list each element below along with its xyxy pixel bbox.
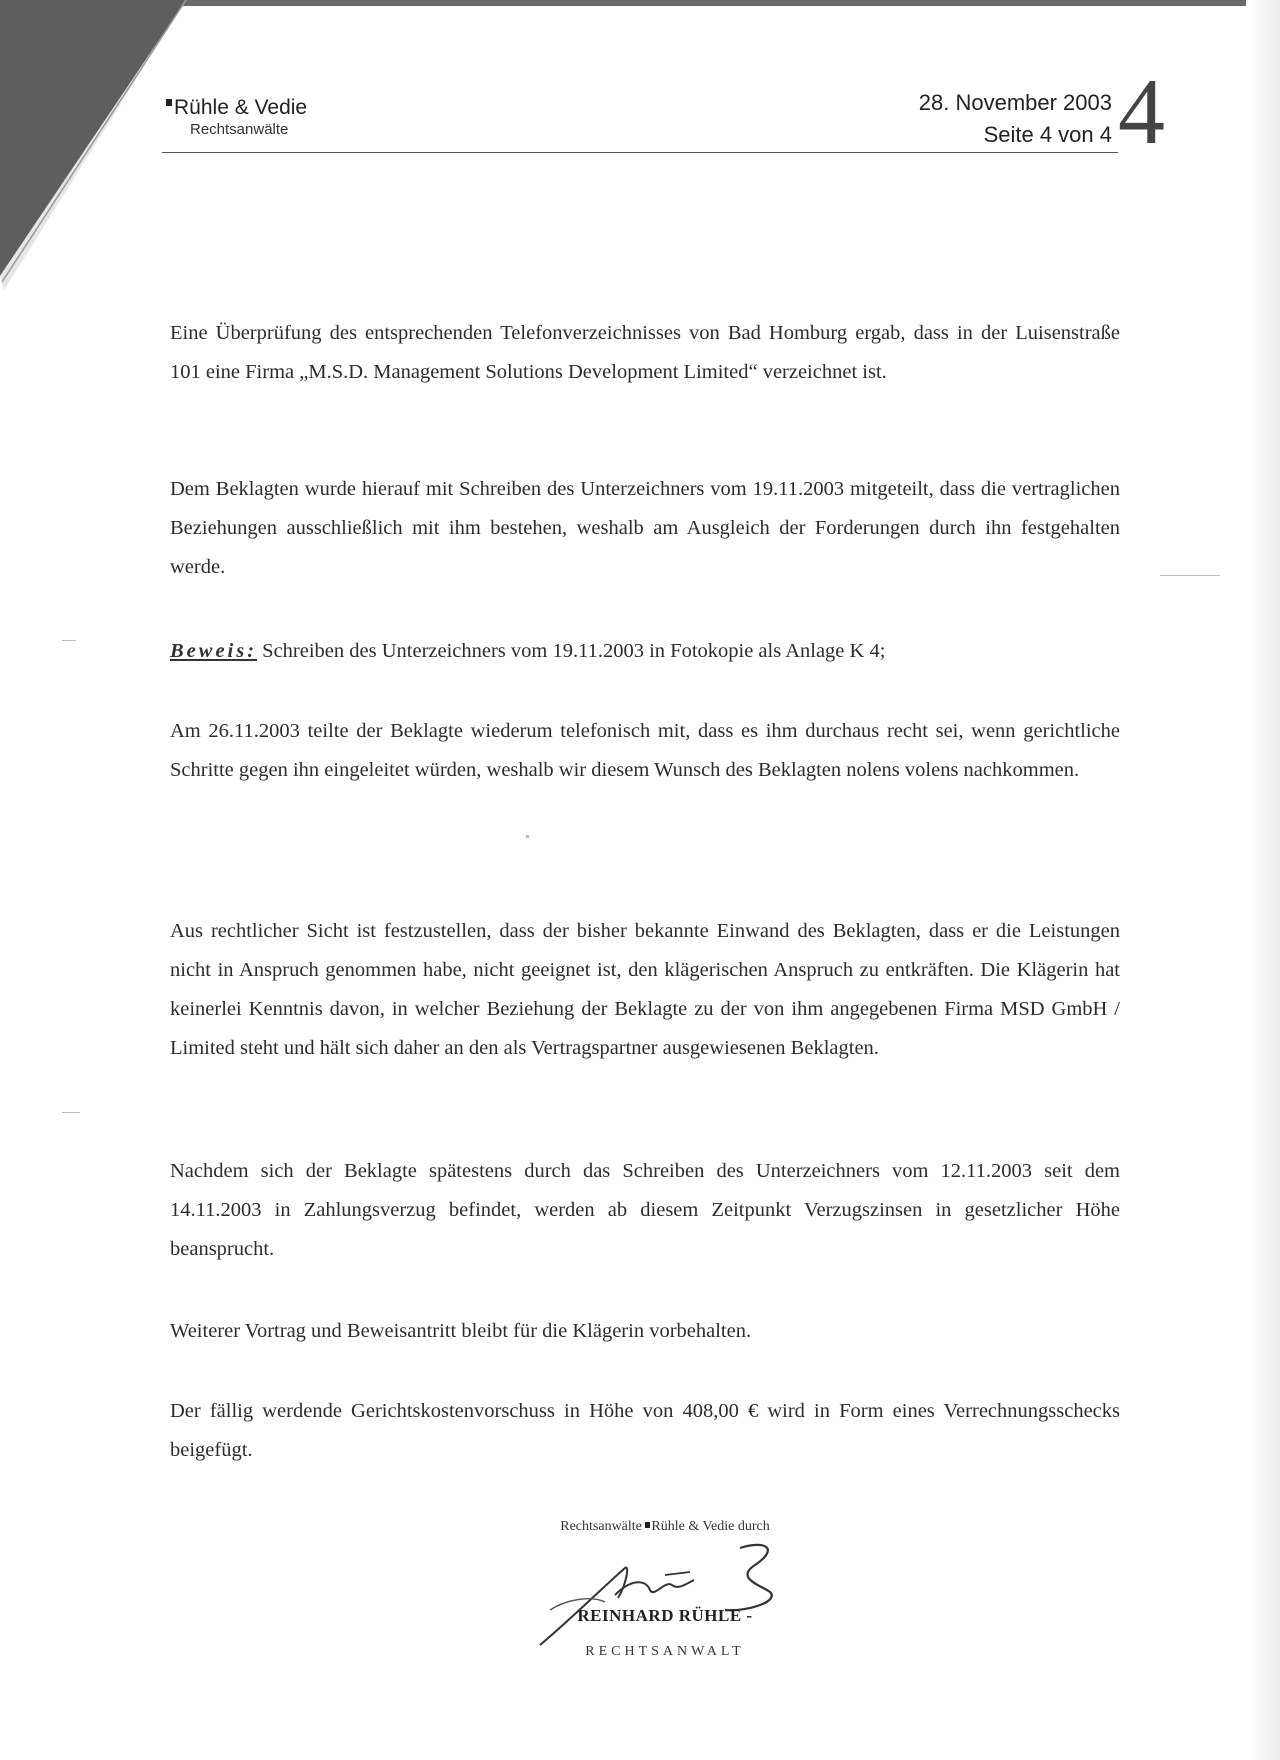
signature-caption [500, 1519, 830, 1535]
scan-top-edge [0, 0, 1280, 6]
letter-date: 28. November 2003 [918, 90, 1112, 115]
page-indicator: Seite 4 von 4 [983, 122, 1112, 147]
signature-caption-firm: Rühle & Vedie durch [651, 1519, 770, 1534]
signature-bullet-icon [645, 1522, 650, 1528]
paragraph-1-text: Eine Überprüfung des entsprechenden Telefonverzeichnisses von Bad Homburg ergab, dass in der Luisenstraße 101 eine Firma „M.S.D. Management Solutions Development Limited“ verzeichnet ist. [170, 322, 1120, 383]
scan-speck [62, 640, 76, 641]
handwritten-page-number-text: 4 [1118, 60, 1165, 164]
firm-name [166, 96, 307, 120]
paragraph-2-text: Dem Beklagten wurde hierauf mit Schreiben des Unterzeichners vom 19.11.2003 mitgeteilt, dass die vertraglichen Beziehungen ausschließlich mit ihm bestehen, weshalb am Ausgleich der Forderungen durch ihn festgehalten werde. [170, 478, 1120, 578]
paragraph-4-text: Aus rechtlicher Sicht ist festzustellen, dass der bisher bekannte Einwand des Beklagten, dass er die Leistungen nicht in Anspruch genommen habe, nicht geeignet ist, den klägerischen Anspruch zu entkräften. Die Klägerin hat keinerlei Kenntnis davon, in welcher Beziehung der Beklagte zu der von ihm angegebenen Firma MSD GmbH / Limited steht und hält sich daher an den als Vertragspartner ausgewiesenen Beklagten. [170, 920, 1120, 1059]
evidence-text: Schreiben des Unterzeichners vom 19.11.2003 in Fotokopie als Anlage K 4; [262, 640, 886, 662]
paragraph-7-text: Der fällig werdende Gerichtskostenvorschuss in Höhe von 408,00 € wird in Form eines Verrechnungsschecks beigefügt. [170, 1400, 1120, 1461]
paragraph-5-text: Nachdem sich der Beklagte spätestens durch das Schreiben des Unterzeichners vom 12.11.2003 seit dem 14.11.2003 in Zahlungsverzug befindet, werden ab diesem Zeitpunkt Verzugszinsen in gesetzlicher Höhe beansprucht. [170, 1160, 1120, 1260]
evidence-label: Beweis: [170, 640, 258, 662]
paragraph-2 [170, 470, 1120, 587]
paragraph-4 [170, 912, 1120, 1068]
firm-subtitle: Rechtsanwälte [190, 121, 289, 138]
signatory-name: REINHARD RÜHLE - [577, 1606, 753, 1625]
signatory-title: RECHTSANWALT [585, 1644, 745, 1659]
folded-corner [0, 0, 190, 290]
scan-speck [62, 1112, 80, 1113]
paragraph-1 [170, 314, 1120, 392]
paragraph-3 [170, 712, 1120, 790]
scan-speck [526, 835, 529, 838]
scan-right-edge [1246, 0, 1280, 1760]
evidence-line [170, 632, 1120, 671]
firm-name-text: Rühle & Vedie [174, 96, 308, 119]
handwritten-signature-icon [530, 1540, 810, 1650]
paragraph-3-text: Am 26.11.2003 teilte der Beklagte wiederum telefonisch mit, dass es ihm durchaus recht sei, wenn gerichtliche Schritte gegen ihn eingeleitet würden, weshalb wir diesem Wunsch des Beklagten nolens volens nachkommen. [170, 720, 1120, 781]
paragraph-6 [170, 1312, 1120, 1351]
paragraph-6-text: Weiterer Vortrag und Beweisantritt bleibt für die Klägerin vorbehalten. [170, 1320, 752, 1342]
paragraph-5 [170, 1152, 1120, 1269]
header-rule [162, 152, 1118, 153]
paragraph-7 [170, 1392, 1120, 1470]
firm-bullet-icon [166, 99, 172, 106]
scan-speck [1160, 575, 1220, 576]
handwritten-page-number [1116, 58, 1165, 168]
signature-caption-prefix: Rechtsanwälte [560, 1519, 642, 1534]
